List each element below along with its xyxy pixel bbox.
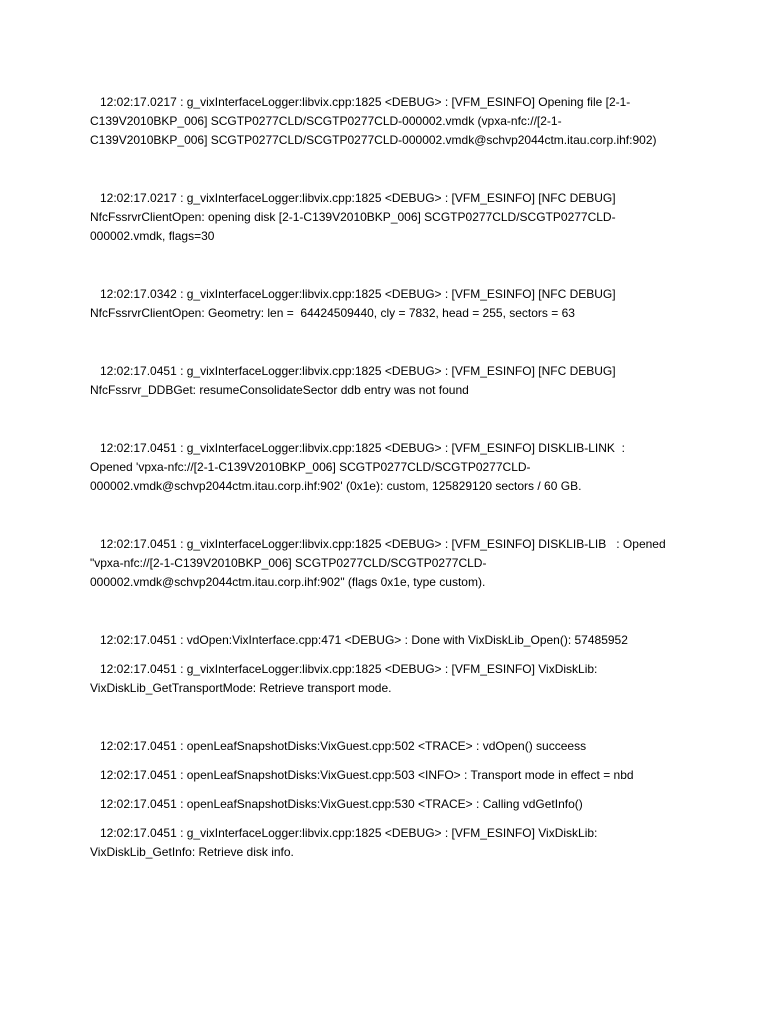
log-entry-5 [90,439,690,496]
log-line: 12:02:17.0342 : g_vixInterfaceLogger:libvix.cpp:1825 <DEBUG> : [VFM_ESINFO] [NFC DEBUG] [90,287,616,301]
log-entry-3 [90,285,690,323]
log-line: NfcFssrvr_DDBGet: resumeConsolidateSector ddb entry was not found [90,383,469,397]
log-entry-12 [90,824,690,862]
log-line: 12:02:17.0217 : g_vixInterfaceLogger:libvix.cpp:1825 <DEBUG> : [VFM_ESINFO] [NFC DEBUG] [90,191,616,205]
log-entry-8 [90,660,690,698]
log-line: 12:02:17.0451 : g_vixInterfaceLogger:libvix.cpp:1825 <DEBUG> : [VFM_ESINFO] VixDiskLib: [90,826,598,840]
log-line: 000002.vmdk@schvp2044ctm.itau.corp.ihf:902" (flags 0x1e, type custom). [90,575,486,589]
log-line: 12:02:17.0451 : openLeafSnapshotDisks:VixGuest.cpp:502 <TRACE> : vdOpen() succeess [90,739,587,753]
log-entry-7 [90,631,690,650]
log-line: 12:02:17.0217 : g_vixInterfaceLogger:libvix.cpp:1825 <DEBUG> : [VFM_ESINFO] Opening file [2-1- [90,95,631,109]
log-line: "vpxa-nfc://[2-1-C139V2010BKP_006] SCGTP0277CLD/SCGTP0277CLD- [90,556,487,570]
log-line: VixDiskLib_GetTransportMode: Retrieve transport mode. [90,681,392,695]
log-line: 12:02:17.0451 : openLeafSnapshotDisks:VixGuest.cpp:503 <INFO> : Transport mode in effect = nbd [90,768,634,782]
log-line: Opened 'vpxa-nfc://[2-1-C139V2010BKP_006] SCGTP0277CLD/SCGTP0277CLD- [90,460,531,474]
log-entry-10 [90,766,690,785]
log-line: NfcFssrvrClientOpen: Geometry: len = 64424509440, cly = 7832, head = 255, sectors = 63 [90,306,575,320]
log-line: NfcFssrvrClientOpen: opening disk [2-1-C139V2010BKP_006] SCGTP0277CLD/SCGTP0277CLD- [90,210,616,224]
log-line: 000002.vmdk@schvp2044ctm.itau.corp.ihf:902' (0x1e): custom, 125829120 sectors / 60 GB. [90,479,582,493]
log-entry-9 [90,737,690,756]
log-entry-1 [90,93,690,150]
log-line: 12:02:17.0451 : g_vixInterfaceLogger:libvix.cpp:1825 <DEBUG> : [VFM_ESINFO] DISKLIB-LINK : [90,441,625,455]
log-entry-11 [90,795,690,814]
log-line: 12:02:17.0451 : vdOpen:VixInterface.cpp:471 <DEBUG> : Done with VixDiskLib_Open(): 57485952 [90,633,628,647]
log-line: VixDiskLib_GetInfo: Retrieve disk info. [90,845,294,859]
log-entry-6 [90,535,690,592]
log-line: 12:02:17.0451 : g_vixInterfaceLogger:libvix.cpp:1825 <DEBUG> : [VFM_ESINFO] DISKLIB-LIB : Opened [90,537,666,551]
log-line: 000002.vmdk, flags=30 [90,229,215,243]
log-document [90,93,690,862]
log-line: 12:02:17.0451 : g_vixInterfaceLogger:libvix.cpp:1825 <DEBUG> : [VFM_ESINFO] [NFC DEBUG] [90,364,616,378]
log-entry-4 [90,362,690,400]
log-line: 12:02:17.0451 : openLeafSnapshotDisks:VixGuest.cpp:530 <TRACE> : Calling vdGetInfo() [90,797,583,811]
log-line: 12:02:17.0451 : g_vixInterfaceLogger:libvix.cpp:1825 <DEBUG> : [VFM_ESINFO] VixDiskLib: [90,662,598,676]
log-line: C139V2010BKP_006] SCGTP0277CLD/SCGTP0277CLD-000002.vmdk@schvp2044ctm.itau.corp.ihf:902) [90,133,657,147]
log-line: C139V2010BKP_006] SCGTP0277CLD/SCGTP0277CLD-000002.vmdk (vpxa-nfc://[2-1- [90,114,562,128]
log-entry-2 [90,189,690,246]
